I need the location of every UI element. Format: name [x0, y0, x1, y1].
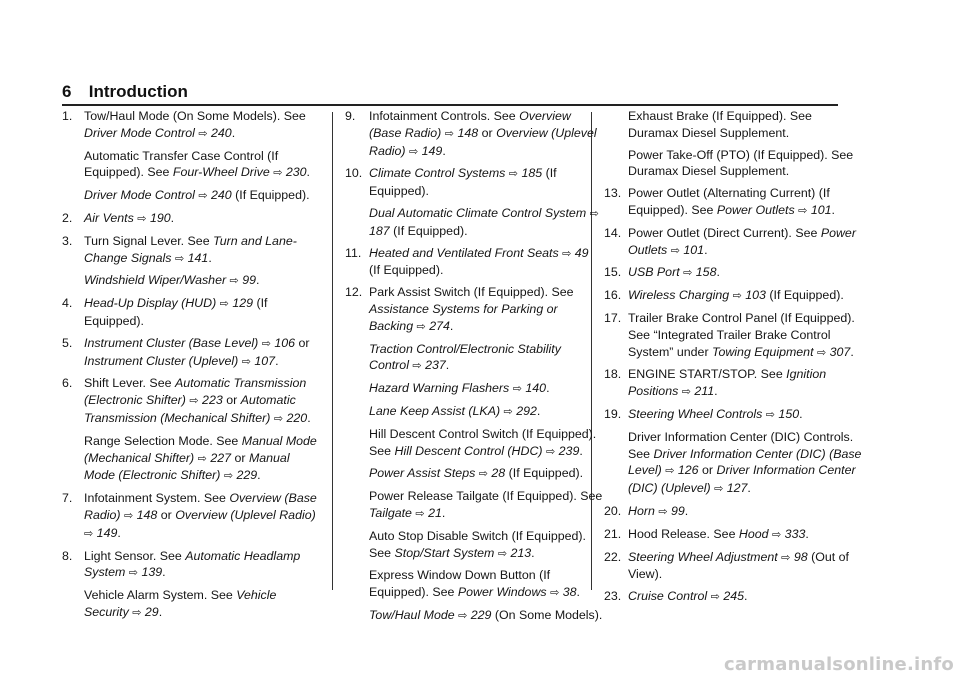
page-ref[interactable]: 139: [141, 565, 163, 580]
item-number: 17.: [604, 310, 622, 325]
list-subitem: Express Window Down Button (If Equipped). See Power Windows ⇨ 38.: [369, 568, 580, 600]
cross-reference[interactable]: Horn: [628, 503, 655, 518]
cross-reference[interactable]: Steering Wheel Adjustment: [628, 549, 778, 564]
page-ref-arrow-icon: ⇨: [219, 298, 229, 311]
cross-reference[interactable]: Four-Wheel Drive: [172, 165, 270, 180]
list-item: 17. Trailer Brake Control Panel (If Equipped). See “Integrated Trailer Brake Control System” under Towing Equipment ⇨ 307.: [604, 310, 855, 359]
list-item: 13. Power Outlet (Alternating Current) (If Equipped). See Power Outlets ⇨ 101.: [604, 186, 835, 217]
cross-reference[interactable]: Air Vents: [84, 210, 134, 225]
page-ref-arrow-icon: ⇨: [765, 408, 775, 421]
page-ref-arrow-icon: ⇨: [508, 168, 519, 181]
cross-reference[interactable]: Instrument Cluster (Base Level): [84, 335, 259, 350]
item-number: 9.: [345, 109, 356, 123]
list-item: 23. Cruise Control ⇨ 245.: [604, 589, 748, 604]
column-divider-1: [332, 112, 333, 590]
page-ref[interactable]: 245: [723, 589, 745, 604]
list-item: 5. Instrument Cluster (Base Level) ⇨ 106 or Instrument Cluster (Uplevel) ⇨ 107.: [62, 335, 310, 368]
page-ref-arrow-icon: ⇨: [273, 412, 284, 425]
list-item: 22. Steering Wheel Adjustment ⇨ 98 (Out of View).: [604, 549, 849, 582]
page-ref-arrow-icon: ⇨: [128, 567, 138, 580]
list-subitem: Exhaust Brake (If Equipped). See Duramax Diesel Supplement.: [628, 109, 812, 140]
list-item: 21. Hood Release. See Hood ⇨ 333.: [604, 526, 809, 541]
page-ref-arrow-icon: ⇨: [550, 587, 560, 600]
list-item: 8. Light Sensor. See Automatic Headlamp System ⇨ 139.: [62, 548, 301, 580]
page-ref[interactable]: 274: [429, 318, 450, 333]
page-ref-arrow-icon: ⇨: [229, 275, 239, 288]
page-ref-arrow-icon: ⇨: [670, 244, 680, 257]
cross-reference[interactable]: Power Outlets: [628, 225, 856, 257]
list-item: 3. Turn Signal Lever. See Turn and Lane-Change Signals ⇨ 141.: [62, 233, 297, 265]
item-number: 1.: [62, 109, 73, 123]
page-ref[interactable]: 148: [136, 507, 158, 522]
item-number: 19.: [604, 406, 622, 421]
list-subitem: Power Take-Off (PTO) (If Equipped). See Duramax Diesel Supplement.: [628, 147, 854, 179]
list-item: 19. Steering Wheel Controls ⇨ 150.: [604, 406, 803, 421]
cross-reference[interactable]: Overview (Base Radio): [84, 491, 317, 522]
cross-reference[interactable]: Automatic Headlamp System: [84, 548, 301, 580]
page-ref[interactable]: 213: [510, 545, 532, 560]
list-item: 6. Shift Lever. See Automatic Transmission (Electronic Shifter) ⇨ 223 or Automatic Transmission (Mechanical Shifter) ⇨ 220.: [62, 376, 311, 425]
page-ref-arrow-icon: ⇨: [503, 405, 513, 418]
cross-reference[interactable]: Lane Keep Assist (LKA): [369, 403, 501, 418]
page-header: [62, 82, 837, 102]
page-ref-arrow-icon: ⇨: [772, 528, 782, 541]
column-3: [604, 108, 862, 611]
page-ref[interactable]: 103: [745, 288, 766, 303]
page-ref[interactable]: 240: [211, 125, 232, 140]
page-ref[interactable]: 190: [149, 210, 171, 225]
cross-reference[interactable]: Tailgate: [369, 505, 412, 520]
list-item: 1. Tow/Haul Mode (On Some Models). See Driver Mode Control ⇨ 240.: [62, 109, 306, 140]
list-item: 2. Air Vents ⇨ 190.: [62, 210, 175, 225]
page-ref-arrow-icon: ⇨: [84, 527, 94, 540]
cross-reference[interactable]: Traction Control/Electronic Stability Control: [369, 341, 561, 373]
page-ref[interactable]: 229: [470, 607, 492, 622]
page-ref[interactable]: 292: [516, 403, 537, 418]
cross-reference[interactable]: Automatic Transmission (Electronic Shifter): [84, 376, 307, 408]
page-ref[interactable]: 49: [574, 245, 589, 260]
cross-reference[interactable]: Manual Mode (Mechanical Shifter): [84, 433, 317, 465]
cross-reference[interactable]: Power Windows: [457, 585, 547, 600]
list-subitem: Automatic Transfer Case Control (If Equipped). See Four-Wheel Drive ⇨ 230.: [84, 148, 310, 180]
page-ref-arrow-icon: ⇨: [132, 606, 142, 619]
page-ref-arrow-icon: ⇨: [681, 386, 691, 399]
page-ref[interactable]: 29: [144, 604, 159, 619]
list-subitem: Driver Information Center (DIC) Controls. See Driver Information Center (DIC) (Base Level) ⇨ 126 or Driver Information Center (DIC) (Uplevel) ⇨ 127.: [628, 429, 862, 496]
page-ref[interactable]: 101: [683, 242, 705, 257]
page-ref[interactable]: 126: [677, 463, 699, 478]
page-ref-arrow-icon: ⇨: [189, 395, 199, 408]
page-ref[interactable]: 240: [211, 188, 232, 203]
page-ref-arrow-icon: ⇨: [261, 337, 271, 350]
item-number: 7.: [62, 491, 73, 506]
cross-reference[interactable]: Towing Equipment: [712, 344, 814, 359]
page-number: 6: [62, 82, 72, 101]
page-ref-arrow-icon: ⇨: [781, 551, 791, 564]
page-ref-arrow-icon: ⇨: [137, 212, 147, 225]
page-ref-arrow-icon: ⇨: [123, 509, 134, 522]
cross-reference[interactable]: Driver Mode Control: [84, 125, 195, 140]
page-ref-arrow-icon: ⇨: [444, 127, 454, 140]
page-ref[interactable]: 127: [726, 481, 748, 496]
page-ref-arrow-icon: ⇨: [683, 267, 693, 280]
item-number: 3.: [62, 233, 73, 248]
page-ref-arrow-icon: ⇨: [198, 127, 208, 140]
page-ref[interactable]: 220: [286, 410, 308, 425]
page-ref-arrow-icon: ⇨: [589, 207, 599, 220]
list-item: 15. USB Port ⇨ 158.: [604, 265, 720, 280]
cross-reference[interactable]: Power Assist Steps: [369, 466, 476, 481]
cross-reference[interactable]: Assistance Systems for Parking or Backing: [369, 301, 558, 333]
page-ref-arrow-icon: ⇨: [658, 505, 668, 518]
page-ref[interactable]: 307: [829, 344, 851, 359]
page-ref-arrow-icon: ⇨: [562, 247, 572, 260]
list-item: 10. Climate Control Systems ⇨ 185 (If Equipped).: [345, 166, 557, 199]
list-subitem: Windshield Wiper/Washer ⇨ 99.: [84, 273, 260, 288]
page-ref-arrow-icon: ⇨: [416, 320, 426, 333]
list-subitem: Power Release Tailgate (If Equipped). See Tailgate ⇨ 21.: [369, 489, 603, 520]
cross-reference[interactable]: Hood: [738, 526, 769, 541]
list-subitem: Hill Descent Control Switch (If Equipped). See Hill Descent Control (HDC) ⇨ 239.: [369, 426, 597, 458]
cross-reference[interactable]: Overview (Base Radio): [369, 109, 571, 140]
cross-reference[interactable]: Climate Control Systems: [369, 166, 506, 181]
page-ref[interactable]: 333: [784, 526, 806, 541]
item-number: 22.: [604, 549, 622, 564]
page-ref-arrow-icon: ⇨: [198, 190, 208, 203]
page-ref-arrow-icon: ⇨: [241, 355, 251, 368]
page-ref-arrow-icon: ⇨: [223, 470, 234, 483]
page-ref-arrow-icon: ⇨: [273, 167, 283, 180]
page-ref[interactable]: 239: [558, 443, 580, 458]
cross-reference[interactable]: Overview (Uplevel Radio): [369, 125, 597, 158]
page-ref-arrow-icon: ⇨: [816, 346, 827, 359]
list-item: 9. Infotainment Controls. See Overview (Base Radio) ⇨ 148 or Overview (Uplevel Radio) ⇨ 149.: [345, 109, 597, 158]
page-ref-arrow-icon: ⇨: [415, 507, 425, 520]
page-ref[interactable]: 107: [254, 353, 276, 368]
page-ref-arrow-icon: ⇨: [512, 383, 522, 396]
watermark: carmanualsonline.info: [723, 654, 954, 675]
page-ref-arrow-icon: ⇨: [197, 452, 207, 465]
page-ref[interactable]: 99: [242, 273, 257, 288]
list-subitem: Lane Keep Assist (LKA) ⇨ 292.: [369, 403, 541, 418]
page-ref[interactable]: 230: [285, 165, 307, 180]
item-number: 8.: [62, 548, 73, 563]
item-number: 13.: [604, 186, 622, 201]
cross-reference[interactable]: Dual Automatic Climate Control System: [369, 205, 587, 220]
page-ref[interactable]: 106: [274, 335, 296, 350]
page-title: Introduction: [88, 82, 188, 101]
page-ref[interactable]: 99: [670, 503, 685, 518]
cross-reference[interactable]: USB Port: [628, 265, 680, 280]
cross-reference[interactable]: Turn and Lane-Change Signals: [84, 233, 297, 265]
item-number: 16.: [604, 288, 622, 303]
page-ref[interactable]: 21: [428, 505, 442, 520]
page-ref-arrow-icon: ⇨: [408, 145, 419, 158]
page-ref[interactable]: 101: [810, 202, 832, 217]
list-subitem: Power Assist Steps ⇨ 28 (If Equipped).: [369, 466, 584, 481]
page-ref-arrow-icon: ⇨: [714, 483, 724, 496]
page-ref[interactable]: 237: [425, 358, 446, 373]
item-number: 18.: [604, 367, 622, 382]
cross-reference[interactable]: Tow/Haul Mode: [369, 607, 455, 622]
list-subitem: Vehicle Alarm System. See Vehicle Security ⇨ 29.: [84, 588, 277, 619]
list-item: 4. Head-Up Display (HUD) ⇨ 129 (If Equipped).: [62, 296, 268, 328]
cross-reference[interactable]: Driver Mode Control: [84, 188, 195, 203]
item-number: 5.: [62, 335, 73, 350]
page-ref[interactable]: 149: [421, 143, 443, 158]
page-ref[interactable]: 223: [202, 393, 223, 408]
cross-reference[interactable]: Manual Mode (Electronic Shifter): [84, 450, 290, 483]
page-ref[interactable]: 229: [236, 468, 258, 483]
item-number: 11.: [345, 245, 362, 260]
page-ref[interactable]: 38: [562, 585, 577, 600]
cross-reference[interactable]: Vehicle Security: [84, 588, 277, 619]
list-subitem: Traction Control/Electronic Stability Control ⇨ 237.: [369, 341, 561, 373]
column-2: [345, 108, 603, 630]
list-item: 11. Heated and Ventilated Front Seats ⇨ 49 (If Equipped).: [345, 245, 589, 278]
header-rule: [62, 104, 838, 106]
list-item: 16. Wireless Charging ⇨ 103 (If Equipped).: [604, 288, 844, 303]
item-number: 15.: [604, 265, 622, 280]
cross-reference[interactable]: Heated and Ventilated Front Seats: [369, 245, 559, 260]
list-subitem: Dual Automatic Climate Control System ⇨ 187 (If Equipped).: [369, 205, 599, 238]
list-item: 12. Park Assist Switch (If Equipped). See Assistance Systems for Parking or Backing ⇨ 274.: [345, 285, 574, 333]
cross-reference[interactable]: Power Outlets: [716, 202, 795, 217]
item-number: 4.: [62, 296, 73, 311]
cross-reference[interactable]: Driver Information Center (DIC) (Base Level): [628, 446, 862, 478]
item-number: 21.: [604, 526, 622, 541]
page-ref[interactable]: 158: [695, 265, 717, 280]
list-subitem: Tow/Haul Mode ⇨ 229 (On Some Models).: [369, 607, 603, 622]
page-ref[interactable]: 149: [96, 525, 118, 540]
page-ref-arrow-icon: ⇨: [710, 591, 720, 604]
item-number: 23.: [604, 589, 622, 604]
page-ref-arrow-icon: ⇨: [798, 204, 808, 217]
page-ref[interactable]: 141: [187, 250, 209, 265]
item-number: 10.: [345, 166, 363, 181]
page-ref-arrow-icon: ⇨: [497, 547, 508, 560]
page-ref[interactable]: 98: [793, 549, 808, 564]
cross-reference[interactable]: Instrument Cluster (Uplevel): [84, 353, 239, 368]
cross-reference[interactable]: Cruise Control: [628, 589, 708, 604]
page-ref[interactable]: 140: [525, 381, 547, 396]
page-ref[interactable]: 227: [210, 450, 231, 465]
cross-reference[interactable]: Automatic Transmission (Mechanical Shifter): [84, 393, 296, 425]
item-number: 6.: [62, 376, 73, 391]
page-ref[interactable]: 185: [521, 166, 543, 181]
cross-reference[interactable]: Stop/Start System: [394, 545, 495, 560]
list-item: 18. ENGINE START/STOP. See Ignition Positions ⇨ 211.: [604, 367, 827, 399]
cross-reference[interactable]: Windshield Wiper/Washer: [84, 273, 227, 288]
page-ref[interactable]: 129: [232, 296, 254, 311]
list-item: 20. Horn ⇨ 99.: [604, 503, 689, 518]
page-ref-arrow-icon: ⇨: [732, 290, 742, 303]
cross-reference[interactable]: Hazard Warning Flashers: [369, 381, 510, 396]
page-ref-arrow-icon: ⇨: [545, 445, 556, 458]
cross-reference[interactable]: Overview (Uplevel Radio): [175, 507, 316, 522]
page-ref[interactable]: 211: [694, 384, 715, 399]
item-number: 12.: [345, 285, 363, 300]
list-subitem: Hazard Warning Flashers ⇨ 140.: [369, 381, 550, 396]
cross-reference[interactable]: Head-Up Display (HUD): [84, 296, 217, 311]
page-ref-arrow-icon: ⇨: [412, 360, 422, 373]
item-number: 14.: [604, 225, 622, 240]
list-subitem: Auto Stop Disable Switch (If Equipped). See Stop/Start System ⇨ 213.: [369, 528, 586, 560]
cross-reference[interactable]: Ignition Positions: [628, 367, 827, 399]
page-ref-arrow-icon: ⇨: [665, 465, 675, 478]
item-number: 20.: [604, 503, 622, 518]
page-ref[interactable]: 150: [778, 406, 800, 421]
cross-reference[interactable]: Hill Descent Control (HDC): [394, 443, 543, 458]
column-1: [62, 108, 320, 627]
cross-reference[interactable]: Wireless Charging: [628, 288, 730, 303]
page-ref[interactable]: 148: [457, 125, 479, 140]
list-subitem: Driver Mode Control ⇨ 240 (If Equipped).: [84, 188, 310, 203]
page-ref[interactable]: 187: [369, 223, 390, 238]
cross-reference[interactable]: Driver Information Center (DIC) (Uplevel): [628, 463, 856, 496]
page-ref-arrow-icon: ⇨: [174, 252, 185, 265]
list-item: 7. Infotainment System. See Overview (Base Radio) ⇨ 148 or Overview (Uplevel Radio) ⇨ 149.: [62, 491, 317, 540]
page-ref[interactable]: 28: [491, 466, 506, 481]
cross-reference[interactable]: Steering Wheel Controls: [628, 406, 763, 421]
item-number: 2.: [62, 210, 73, 225]
page-ref-arrow-icon: ⇨: [458, 609, 468, 622]
page-ref-arrow-icon: ⇨: [478, 468, 488, 481]
list-item: 14. Power Outlet (Direct Current). See Power Outlets ⇨ 101.: [604, 225, 856, 257]
list-subitem: Range Selection Mode. See Manual Mode (Mechanical Shifter) ⇨ 227 or Manual Mode (Electronic Shifter) ⇨ 229.: [84, 433, 317, 483]
